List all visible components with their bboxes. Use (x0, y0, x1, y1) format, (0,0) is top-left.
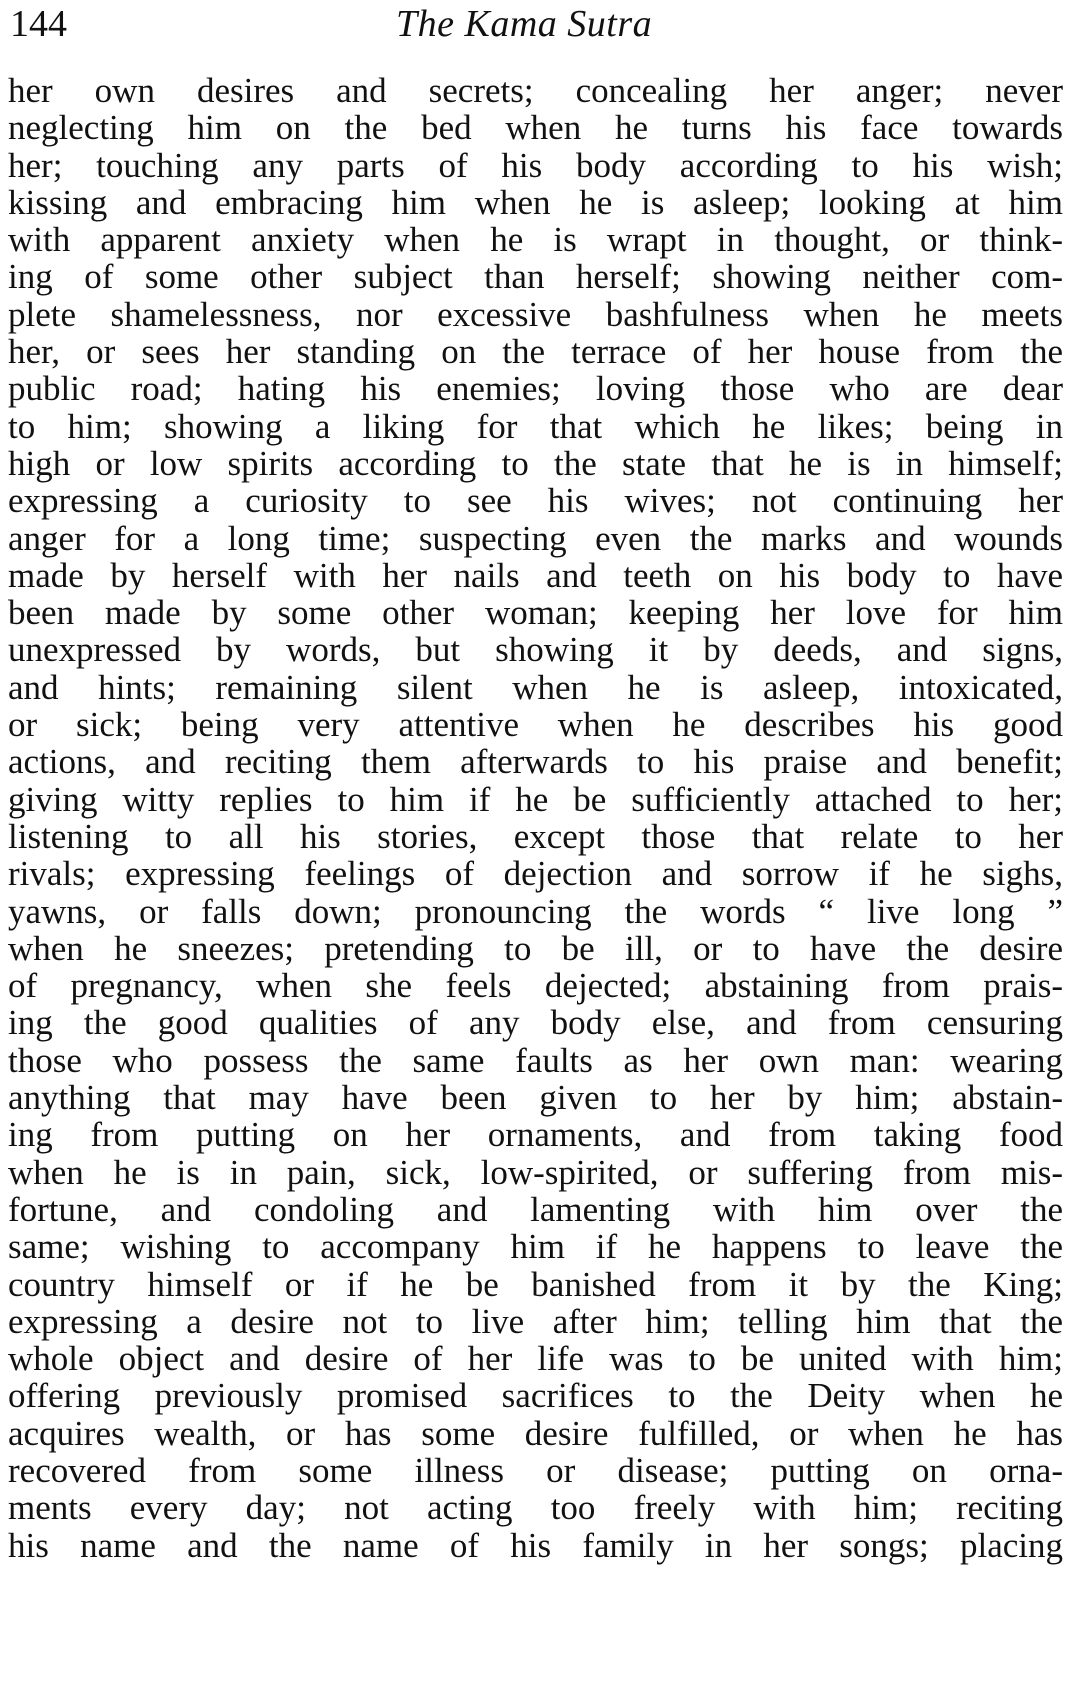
text-line: country himself or if he be banished from it by the King; (8, 1264, 1063, 1304)
text-line: ing the good qualities of any body else, and from censuring (8, 1003, 1063, 1043)
book-page (8, 0, 1063, 1693)
text-line: fortune, and condoling and lamenting with him over the (8, 1189, 1063, 1229)
text-line: unexpressed by words, but showing it by deeds, and signs, (8, 630, 1063, 670)
text-line: yawns, or falls down; pronouncing the words “ live long ” (8, 891, 1063, 931)
text-line: of pregnancy, when she feels dejected; abstaining from prais- (8, 966, 1063, 1006)
text-line: same; wishing to accompany him if he happens to leave the (8, 1227, 1063, 1267)
body-paragraph (8, 72, 1063, 1564)
text-line: neglecting him on the bed when he turns his face towards (8, 108, 1063, 148)
text-line: been made by some other woman; keeping her love for him (8, 593, 1063, 633)
text-line: anger for a long time; suspecting even the marks and wounds (8, 518, 1063, 558)
text-line: rivals; expressing feelings of dejection and sorrow if he sighs, (8, 854, 1063, 894)
text-line: expressing a desire not to live after him; telling him that the (8, 1301, 1063, 1341)
text-line: her own desires and secrets; concealing her anger; never (8, 71, 1063, 110)
text-line: high or low spirits according to the state that he is in himself; (8, 443, 1063, 483)
text-line: with apparent anxiety when he is wrapt in thought, or think- (8, 220, 1063, 260)
text-line: ments every day; not acting too freely with him; reciting (8, 1488, 1063, 1528)
text-line: to him; showing a liking for that which he likes; being in (8, 406, 1063, 446)
text-line: whole object and desire of her life was to be united with him; (8, 1339, 1063, 1379)
text-line: plete shamelessness, nor excessive bashfulness when he meets (8, 294, 1063, 334)
page-header (8, 0, 1063, 62)
text-line: listening to all his stories, except those that relate to her (8, 816, 1063, 856)
text-line: acquires wealth, or has some desire fulfilled, or when he has (8, 1413, 1063, 1453)
text-line: ing of some other subject than herself; showing neither com- (8, 257, 1063, 297)
text-line: her; touching any parts of his body according to his wish; (8, 145, 1063, 185)
text-line: her, or sees her standing on the terrace of her house from the (8, 332, 1063, 372)
text-line: public road; hating his enemies; loving those who are dear (8, 369, 1063, 409)
text-line: ing from putting on her ornaments, and from taking food (8, 1115, 1063, 1155)
page-number: 144 (10, 3, 67, 45)
text-line: his name and the name of his family in her songs; placing (8, 1525, 1063, 1565)
text-line: offering previously promised sacrifices to the Deity when he (8, 1376, 1063, 1416)
text-line: expressing a curiosity to see his wives; not continuing her (8, 481, 1063, 521)
text-line: anything that may have been given to her by him; abstain- (8, 1078, 1063, 1118)
text-line: made by herself with her nails and teeth on his body to have (8, 555, 1063, 595)
text-line: those who possess the same faults as her own man: wearing (8, 1040, 1063, 1080)
text-line: and hints; remaining silent when he is asleep, intoxicated, (8, 667, 1063, 707)
text-line: giving witty replies to him if he be sufficiently attached to her; (8, 779, 1063, 819)
text-line: when he is in pain, sick, low-spirited, or suffering from mis- (8, 1152, 1063, 1192)
text-line: when he sneezes; pretending to be ill, or to have the desire (8, 928, 1063, 968)
text-line: or sick; being very attentive when he describes his good (8, 705, 1063, 745)
text-line: recovered from some illness or disease; putting on orna- (8, 1450, 1063, 1490)
text-line: actions, and reciting them afterwards to his praise and benefit; (8, 742, 1063, 782)
running-title: The Kama Sutra (396, 3, 653, 45)
text-line: kissing and embracing him when he is asleep; looking at him (8, 182, 1063, 222)
